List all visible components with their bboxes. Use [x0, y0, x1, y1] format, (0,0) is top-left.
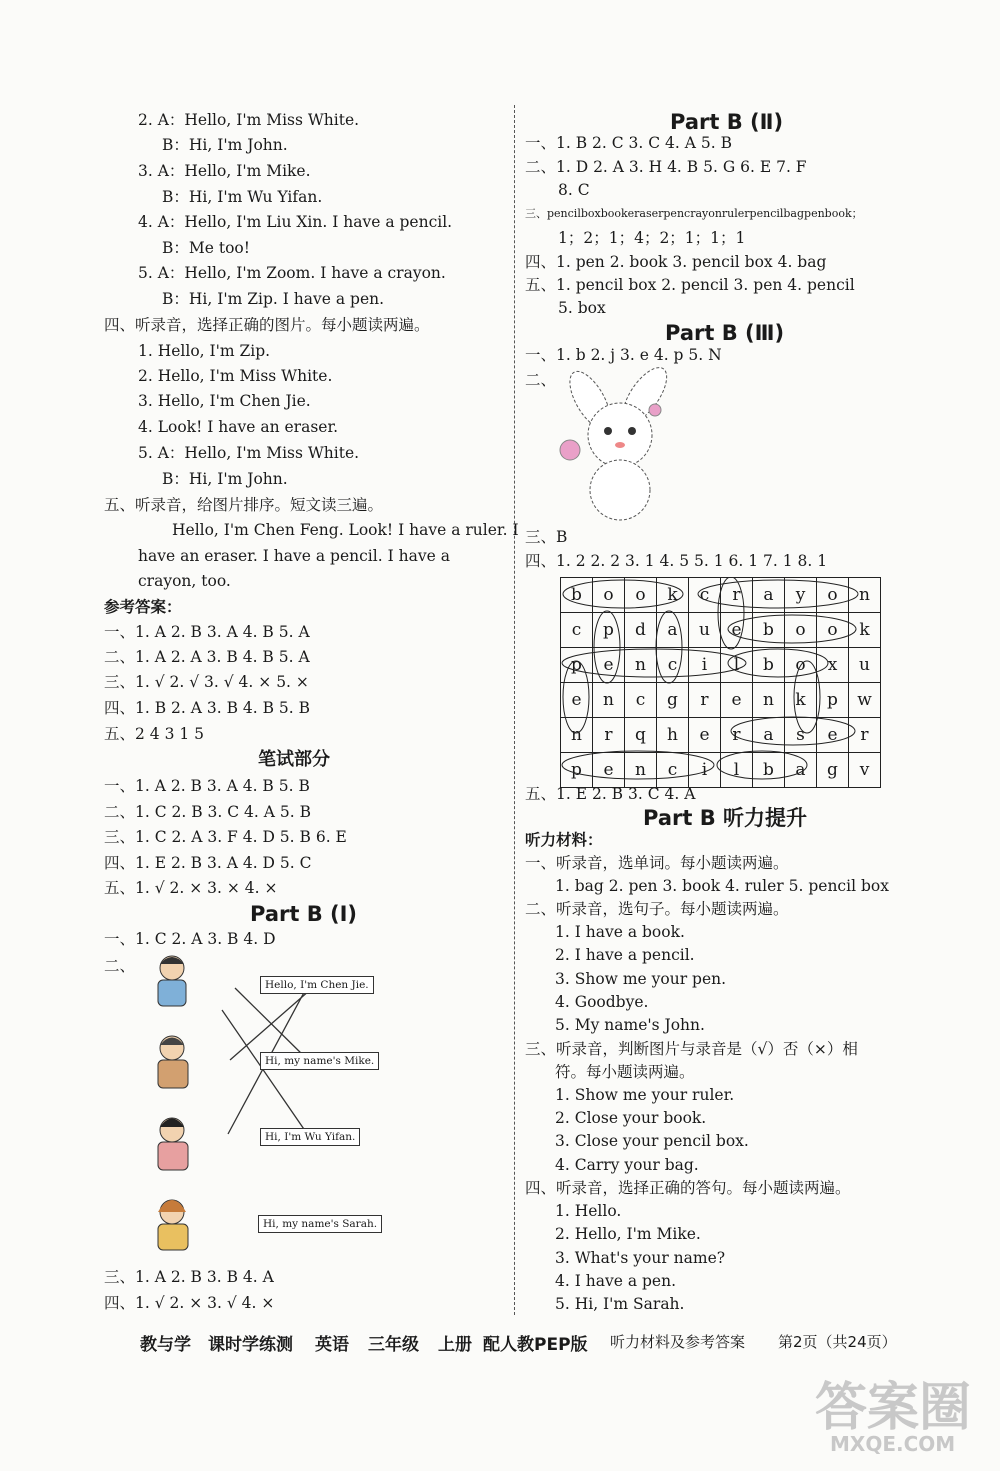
- answer-line: 五、1. E 2. B 3. C 4. A: [525, 785, 696, 803]
- match-tag: Hi, my name's Sarah.: [258, 1215, 382, 1233]
- circle-mark: [656, 611, 682, 683]
- grid-cell: n: [625, 648, 657, 683]
- footer-edition: 配人教PEP版: [483, 1335, 588, 1355]
- section-title: 符。每小题读两遍。: [555, 1063, 695, 1081]
- list-item: 2. Hello, I'm Miss White.: [138, 367, 333, 385]
- child-figure-icon: [158, 956, 186, 1006]
- grid-cell: k: [785, 683, 817, 718]
- grid-cell: o: [785, 613, 817, 648]
- circle-mark: [794, 661, 820, 733]
- dialog-line: 3. A：Hello, I'm Mike.: [138, 162, 311, 180]
- dialog-line: 4. A：Hello, I'm Liu Xin. I have a pencil.: [138, 213, 453, 231]
- grid-cell: n: [753, 683, 785, 718]
- grid-cell: d: [625, 613, 657, 648]
- answer-line: 三、pencilboxbookeraserpencrayonrulerpencilbagpenbook；: [525, 207, 863, 220]
- answer-line: 一、1. A 2. B 3. A 4. B 5. B: [104, 777, 310, 795]
- child-figure-icon: [158, 1200, 188, 1250]
- answer-line: 五、1. √ 2. × 3. × 4. ×: [104, 879, 278, 897]
- grid-cell: i: [689, 648, 721, 683]
- list-item: B：Hi, I'm John.: [162, 470, 288, 488]
- answer-line: 五、1. pencil box 2. pencil 3. pen 4. pencil: [525, 276, 855, 294]
- grid-cell: c: [561, 613, 593, 648]
- grid-cell: e: [593, 648, 625, 683]
- grid-cell: e: [721, 613, 753, 648]
- grid-cell: g: [817, 753, 849, 788]
- list-item: 5. A：Hello, I'm Miss White.: [138, 444, 360, 462]
- answer-line: 四、1. pen 2. book 3. pencil box 4. bag: [525, 253, 827, 271]
- grid-cell: x: [817, 648, 849, 683]
- grid-cell: q: [625, 718, 657, 753]
- list-item: 4. Goodbye.: [555, 993, 649, 1011]
- child-figure-icon: [158, 1118, 188, 1170]
- watermark-url: MXQE.COM: [830, 1432, 956, 1456]
- passage-line: have an eraser. I have a pencil. I have a: [138, 547, 450, 565]
- answer-line: 一、1. A 2. B 3. A 4. B 5. A: [104, 623, 310, 641]
- footer-grade: 三年级: [368, 1335, 419, 1355]
- column-divider: [514, 105, 515, 1315]
- grid-cell: p: [593, 613, 625, 648]
- part-b3-title: Part B (Ⅲ): [665, 321, 785, 345]
- listening-material-title: 听力材料：: [525, 831, 603, 849]
- answer-line: 二、1. A 2. A 3. B 4. B 5. A: [104, 648, 310, 666]
- passage-line: crayon, too.: [138, 572, 231, 590]
- footer-volume: 上册: [438, 1335, 472, 1355]
- section-title: 四、听录音，选择正确的答句。每小题读两遍。: [525, 1179, 851, 1197]
- grid-cell: r: [849, 718, 881, 753]
- answer-line: 一、1. b 2. j 3. e 4. p 5. N: [525, 346, 722, 364]
- list-item: 3. Hello, I'm Chen Jie.: [138, 392, 311, 410]
- grid-cell: o: [817, 578, 849, 613]
- dialog-line: 2. A：Hello, I'm Miss White.: [138, 111, 360, 129]
- grid-cell: e: [721, 683, 753, 718]
- grid-cell: o: [625, 578, 657, 613]
- grid-cell: r: [689, 683, 721, 718]
- circle-mark: [731, 717, 855, 745]
- answer-line: 四、1. E 2. B 3. A 4. D 5. C: [104, 854, 312, 872]
- circle-mark: [728, 615, 856, 643]
- circle-mark: [562, 649, 746, 677]
- grid-cell: c: [657, 753, 689, 788]
- grid-cell: u: [689, 613, 721, 648]
- grid-cell: k: [849, 613, 881, 648]
- footer-brand: 教与学: [140, 1335, 191, 1355]
- grid-cell: p: [817, 683, 849, 718]
- match-tag: Hello, I'm Chen Jie.: [260, 976, 374, 994]
- list-item: 4. Carry your bag.: [555, 1156, 699, 1174]
- grid-cell: o: [785, 648, 817, 683]
- grid-cell: a: [753, 718, 785, 753]
- list-item: 2. Hello, I'm Mike.: [555, 1225, 701, 1243]
- answer-line: 三、1. √ 2. √ 3. √ 4. × 5. ×: [104, 673, 309, 691]
- circle-mark: [562, 751, 714, 779]
- grid-cell: n: [625, 753, 657, 788]
- list-item: 1. Show me your ruler.: [555, 1086, 735, 1104]
- dialog-line: B：Hi, I'm John.: [162, 136, 288, 154]
- grid-cell: o: [593, 578, 625, 613]
- grid-cell: c: [689, 578, 721, 613]
- grid-cell: h: [657, 718, 689, 753]
- answer-line: 二、1. C 2. B 3. C 4. A 5. B: [104, 803, 311, 821]
- dialog-line: B：Hi, I'm Wu Yifan.: [162, 188, 323, 206]
- footer-page-number: 第2页（共24页）: [778, 1333, 897, 1351]
- match-tag: Hi, I'm Wu Yifan.: [260, 1128, 360, 1146]
- circle-mark: [563, 580, 683, 608]
- grid-cell: w: [849, 683, 881, 718]
- grid-cell: y: [785, 578, 817, 613]
- section-title: 五、听录音，给图片排序。短文读三遍。: [104, 496, 384, 514]
- grid-cell: l: [721, 648, 753, 683]
- grid-cell: b: [561, 578, 593, 613]
- rabbit-illustration: [550, 365, 690, 525]
- list-item: 1. bag 2. pen 3. book 4. ruler 5. pencil box: [555, 877, 889, 895]
- grid-cell: e: [817, 718, 849, 753]
- grid-cell: g: [657, 683, 689, 718]
- part-b1-title: Part B (Ⅰ): [250, 902, 358, 926]
- answer-line: 三、B: [525, 528, 568, 546]
- grid-cell: e: [561, 683, 593, 718]
- grid-cell: n: [849, 578, 881, 613]
- grid-cell: p: [561, 648, 593, 683]
- grid-cell: r: [721, 578, 753, 613]
- grid-cell: a: [785, 753, 817, 788]
- list-item: 3. What's your name?: [555, 1249, 726, 1267]
- grid-cell: k: [657, 578, 689, 613]
- answer-line: 一、1. B 2. C 3. C 4. A 5. B: [525, 134, 732, 152]
- answer-line: 四、1. √ 2. × 3. √ 4. ×: [104, 1294, 275, 1312]
- section-title: 二、听录音，选句子。每小题读两遍。: [525, 900, 789, 918]
- answer-label: 二、: [525, 371, 557, 389]
- footer-section: 听力材料及参考答案: [610, 1333, 746, 1351]
- dialog-line: B：Me too!: [162, 239, 250, 257]
- grid-cell: b: [753, 648, 785, 683]
- footer-subject: 英语: [315, 1335, 349, 1355]
- answer-line: 1；2；1；4；2；1；1；1: [558, 229, 746, 247]
- grid-cell: r: [721, 718, 753, 753]
- circle-mark: [728, 649, 828, 677]
- answer-label: 二、: [104, 957, 136, 975]
- list-item: 4. Look! I have an eraser.: [138, 418, 339, 436]
- grid-cell: p: [561, 753, 593, 788]
- dialog-line: B：Hi, I'm Zip. I have a pen.: [162, 290, 385, 308]
- page-footer: [0, 1320, 1000, 1360]
- circle-mark: [594, 611, 620, 683]
- circle-mark: [563, 661, 589, 733]
- grid-cell: e: [689, 718, 721, 753]
- list-item: 5. Hi, I'm Sarah.: [555, 1295, 685, 1313]
- grid-cell: r: [593, 718, 625, 753]
- match-line: [235, 988, 308, 1060]
- grid-cell: n: [561, 718, 593, 753]
- answer-line: 二、1. D 2. A 3. H 4. B 5. G 6. E 7. F: [525, 158, 807, 176]
- list-item: 5. My name's John.: [555, 1016, 705, 1034]
- grid-cell: i: [689, 753, 721, 788]
- grid-cell: o: [817, 613, 849, 648]
- grid-cell: u: [849, 648, 881, 683]
- answer-line: 5. box: [558, 299, 606, 317]
- list-item: 3. Close your pencil box.: [555, 1132, 749, 1150]
- match-tag: Hi, my name's Mike.: [260, 1052, 379, 1070]
- word-search-circles: [560, 577, 860, 787]
- answer-line: 三、1. C 2. A 3. F 4. D 5. B 6. E: [104, 828, 347, 846]
- grid-cell: e: [593, 753, 625, 788]
- list-item: 1. Hello, I'm Zip.: [138, 342, 271, 360]
- grid-cell: n: [593, 683, 625, 718]
- list-item: 1. I have a book.: [555, 923, 685, 941]
- circle-mark: [718, 577, 744, 649]
- answer-line: 五、2 4 3 1 5: [104, 725, 205, 743]
- grid-cell: b: [753, 753, 785, 788]
- dialog-line: 5. A：Hello, I'm Zoom. I have a crayon.: [138, 264, 446, 282]
- written-section-title: 笔试部分: [258, 749, 330, 770]
- footer-series: 课时学练测: [208, 1335, 293, 1355]
- grid-cell: s: [785, 718, 817, 753]
- grid-cell: l: [721, 753, 753, 788]
- grid-cell: b: [753, 613, 785, 648]
- list-item: 2. Close your book.: [555, 1109, 707, 1127]
- answer-line: 一、1. C 2. A 3. B 4. D: [104, 930, 276, 948]
- list-item: 1. Hello.: [555, 1202, 622, 1220]
- matching-illustration: [150, 950, 430, 1260]
- grid-cell: c: [657, 648, 689, 683]
- answer-line: 四、1. B 2. A 3. B 4. B 5. B: [104, 699, 311, 717]
- listening-title: Part B 听力提升: [643, 806, 808, 830]
- child-figure-icon: [158, 1036, 188, 1088]
- answer-line: 三、1. A 2. B 3. B 4. A: [104, 1268, 274, 1286]
- answer-line: 四、1. 2 2. 2 3. 1 4. 5 5. 1 6. 1 7. 1 8. 1: [525, 552, 828, 570]
- list-item: 2. I have a pencil.: [555, 946, 695, 964]
- list-item: 4. I have a pen.: [555, 1272, 677, 1290]
- grid-cell: a: [753, 578, 785, 613]
- list-item: 3. Show me your pen.: [555, 970, 727, 988]
- grid-cell: v: [849, 753, 881, 788]
- passage-line: Hello, I'm Chen Feng. Look! I have a ruler. I: [172, 521, 519, 539]
- ref-answers-title: 参考答案：: [104, 598, 182, 616]
- grid-cell: c: [625, 683, 657, 718]
- part-b2-title: Part B (Ⅱ): [670, 110, 784, 134]
- watermark-logo: 答案圈: [815, 1378, 972, 1438]
- section-title: 一、听录音，选单词。每小题读两遍。: [525, 854, 789, 872]
- grid-cell: a: [657, 613, 689, 648]
- section-title: 四、听录音，选择正确的图片。每小题读两遍。: [104, 316, 430, 334]
- section-title: 三、听录音，判断图片与录音是（√）否（×）相: [525, 1040, 858, 1058]
- answer-line: 8. C: [558, 181, 590, 199]
- circle-mark: [717, 751, 807, 779]
- circle-mark: [698, 580, 858, 608]
